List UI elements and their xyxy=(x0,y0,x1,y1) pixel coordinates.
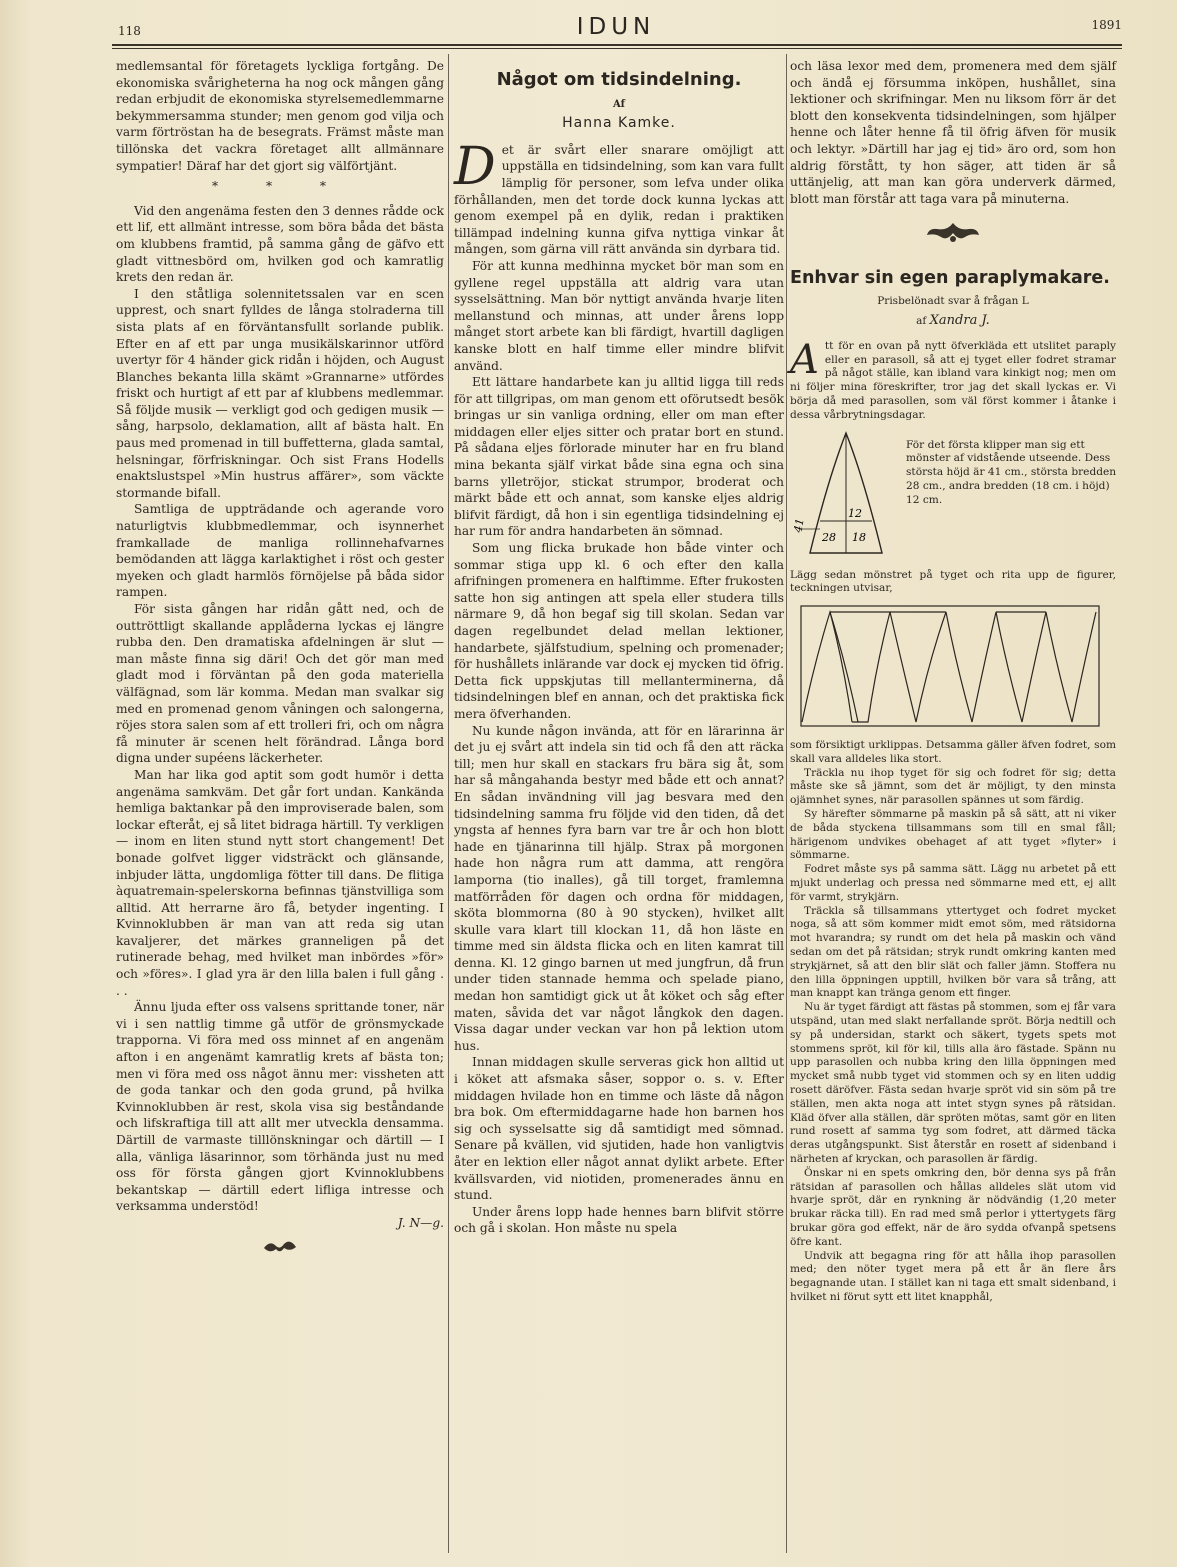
masthead-year: 1891 xyxy=(1091,18,1122,32)
header-rule-thin xyxy=(112,48,1122,49)
paragraph: Träckla så tillsammans yttertyget och fodret mycket noga, så att söm kommer midt emot söm, med rätsidorna mot hvarandra; sy rundt om det hela på maskin och vänd sedan om det på rätsidan; stryk rundt omkring kanten med strykjärnet, så att den blir slät och faller jämn. Stofferа nu den lilla öppningen upptill, hvilken bör vara så trång, att man knappt kan tränga genom ett finger. xyxy=(790,904,1116,1000)
drop-cap: D xyxy=(454,136,496,197)
masthead-title: IDUN xyxy=(576,14,656,40)
paragraph: Nu kunde någon invända, att för en lärarinna är det ju ej svårt att indela sin tid och få den att räcka till; men hur skall en stackars fru bära sig åt, som har så mångahanda bestyr med både ett och annat? En sådan invändning vill jag besvara med den tidsindelning samma fru följde vid den tiden, då det yngsta af hennes fyra barn var tre år och hon blott hade en tjänarinna till hjälp. Strax på morgonen hade hon några rum att damma, att rengöra lamporna (tio inalles), gå till torget, framlemna matförråden för dagen och ordna för middagen, sköta blommorna (80 à 90 stycken), hvilket allt skulle vara klart till klockan 11, då hon läste en timme med sin äldsta flicka och en liten kamrat till denna. Kl. 12 gingo barnen ut med jungfrun, då frun under tiden stannade hemma och spelade piano, medan hon samtidigt gick ut åt köket och såg efter maten, såvida det var något långkok den dagen. Vissa dagar under veckan var hon på lektion utom hus. xyxy=(454,723,784,1053)
header-rule xyxy=(112,44,1122,46)
paragraph: Träckla nu ihop tyget för sig och fodret för sig; detta måste ske så jämnt, som det är möjligt, ty den minsta ojämnhet synes, när parasollen spännes ut som färdig. xyxy=(790,766,1116,807)
fig-label: 18 xyxy=(852,530,866,544)
column-divider xyxy=(448,54,449,1553)
fig-label: 41 xyxy=(791,516,807,533)
column-2 xyxy=(454,58,784,1237)
paragraph: som försiktigt urklippas. Detsamma gäller äfven fodret, som skall vara alldeles lika stort. xyxy=(790,739,1116,765)
article-title: Något om tidsindelning. xyxy=(496,69,742,90)
column-3 xyxy=(790,58,1116,1305)
paragraph: medlemsantal för företagets lyckliga fortgång. De ekonomiska svårigheterna ha nog ock mången gång redan erbjudit de ekonomiska styrelsemedlemmarne bekymmersamma stunder; men genom god vilja och varm förtröstan ha de besegrats. Främst måste man tillönska det vackra företaget allt allmännare sympatier! Däraf har det gjort sig välförtjänt. xyxy=(116,59,444,173)
paragraph: Sy härefter sömmarne på maskin på så sätt, att ni viker de båda styckena tillsammans som till en smal fåll; härigenom undvikes obehaget af att tyget »flyter» i sömmarne. xyxy=(790,808,1116,862)
paragraph: Ett lättare handarbete kan ju alltid ligga till reds för att tillgripas, om man genom ett oförutsedt besök bringas ur sin vanliga ordning, eller om man efter middagen eller eljes sitter och pratar bort en stund. På sådana eljes förlorade minuter har en fru bland mina bekanta själf virkat både sina egna och sina barns ylletröjor, stickat strumpor, broderat och märkt både ett och annat, som kanske eljes aldrig blifvit färdigt, då hon i sin egentliga tidsindelning ej har rum för andra handarbeten än sömnad. xyxy=(454,375,784,539)
floral-ornament-icon xyxy=(790,219,1116,250)
fig-label: 28 xyxy=(822,530,836,544)
paragraph: Under årens lopp hade hennes barn blifvit större och gå i skolan. Hon måste nu spela xyxy=(454,1204,784,1236)
paragraph: Nu är tyget färdigt att fästas på stommen, som ej får vara utspänd, utan med slakt nerfallande spröt. Börja nedtill och sy på undersidan, starkt och säkert, tygets spets mot stommens spröt, kil för kil, tills alla äro fästade. Spänn nu upp parasollen och nubba kring den lilla öppningen med mycket små nubb tyget vid stommen och sy en liten uddig rosett däröfver. Fästa sedan hvarje spröt vid sin söm på tre ställen, men akta noga att intet stygn synes på rätsidan. Kläd öfver alla ställen, där spröten mötas, samt gör en liten rund rosett af samma tyg som fodret, att därmed täcka deras utgångspunkt. Sist återstår en rosett af sidenband i närheten af kryckan, och parasollen är färdig. xyxy=(790,1001,1116,1165)
article-author-line xyxy=(790,313,1116,330)
section-separator-stars: * * * xyxy=(211,179,349,194)
paragraph: Önskar ni en spets omkring den, bör denna sys på från rätsidan af parasollen och hållas alldeles slät utom vid hvarje spröt, där en rynkning är nödvändig (1,20 meter brukar räcka till). En rad med små perlor i yttertygets färg brukar göra god effekt, när de äro sydda ofvanpå spetsens öfre kant. xyxy=(790,1166,1116,1248)
figure-caption: För det första klipper man sig ett mönster af vidstående utseende. Dess största höjd är 41 cm., största bredden 28 cm., andra bredden (18 cm. i höjd) 12 cm. xyxy=(906,438,1117,506)
column-divider xyxy=(786,54,787,1553)
byline-prefix: af xyxy=(916,315,927,328)
paragraph: Samtliga de uppträdande och agerande voro naturligtvis klubbmedlemmar, och isynnerhet framkallade de manliga rollinnehafvarnes bemödanden att lägga karlaktighet i röst och gester myeken och gladt harmlös förnöjelse på båda sidor rampen. xyxy=(116,502,444,600)
article-subtitle: Prisbelönadt svar å frågan L xyxy=(877,294,1029,307)
paragraph: Fodret måste sys på samma sätt. Lägg nu arbetet på ett mjukt underlag och pressa ned sömmarne med ett, ej allt för varmt, strykjärn. xyxy=(790,863,1116,903)
article-title: Enhvar sin egen paraplymakare. xyxy=(790,267,1110,288)
paragraph: och läsa lexor med dem, promenera med dem själf och ändå ej försumma inköpen, hushållet, sina lektioner och skrifningar. Men nu liksom förr är det blott den konsekventa tidsindelningen, som hjälper henne och låter henne få til öfrig äfven för musik och lektyr. »Därtill har jag ej tid» äro ord, som hon aldrig förstått, ty hon säger, att tiden är så uttänjelig, att man kan göra underverk därmed, blott man förstår att taga vara på minuterna. xyxy=(790,59,1116,206)
article-author: Xandra J. xyxy=(929,313,990,329)
paragraph: Undvik att begagna ring för att hålla ihop parasollen med; den nöter tyget mera på ett år än flere års begagnande utan. I stället kan ni taga ett smalt sidenband, i hvilket ni förut sytt ett litet knapphål, xyxy=(790,1249,1116,1303)
parasol-pattern-figure xyxy=(791,429,896,559)
signature: J. N—g. xyxy=(397,1215,444,1230)
page-header xyxy=(110,14,1122,44)
fig-label: 12 xyxy=(848,506,862,520)
paragraph: Innan middagen skulle serveras gick hon alltid ut i köket att afsmaka såser, soppor o. s. v. Efter middagen hvilade hon en timme och läste då någon bra bok. Om eftermiddagarne hade hon barnen hos sig och sysselsatte sig då samtidigt med sömnad. Senare på kvällen, vid sjutiden, hade hon vanligtvis åter en lektion eller något annat dylikt arbete. Efter kvällsvarden, vid niotiden, promenerades ännu en stund. xyxy=(454,1055,784,1203)
paragraph: Ännu ljuda efter oss valsens sprittande toner, när vi i sen nattlig timme gå utför de grönsmyckade trapporna. Vi föra med oss minnet af en angenäm afton i en angenämt kamratlig krets af bästa ton; men vi föra med oss något ännu mer: vissheten att de goda tankar och den goda grund, på hvilka Kvinnoklubben är rest, skola visa sig beståndande och lifskraftiga till att allt mer utveckla densamma. Därtill de varmaste tilllönskningar och därtill — I alla, vänliga läsarinnor, som törhända just nu med oss för första gången gjort Kvinnoklubbens bekantskap — därtill edert lifliga intresse och verksamma understöd! xyxy=(116,1000,444,1214)
paragraph: Man har lika god aptit som godt humör i detta angenäma samkväm. Det går fort undan. Kankända hemliga baktankar på den improviserade balen, som lockar efteråt, ej så litet bidraga härtill. Ty verkligen — inom en liten stund nytt stort changement! Det bonade golfvet ligger vidsträckt och glänsande, inbjuder lätta, ungdomliga fötter till dans. De flitiga àquatremain-spelerskorna befinnas tjänstvilliga som alltid. Att herrarne äro få, betyder ingenting. I Kvinnoklubben är man van att reda sig utan kavaljerer, det märkes granneligen på det rutinerade behag, med hvilket man inbördes »för» och »föres». I glad yra är den lilla balen i full gång . . . xyxy=(116,767,444,998)
paragraph: I den ståtliga solennitetssalen var en scen upprest, och snart fylldes de långa stolraderna till sista plats af en förväntansfullt sorlande publik. Efter en af ett par unga musikälskarinnor utförd uvertyr för 4 händer gick ridån i höjden, och August Blanches bekanta lilla skämt »Grannarne» utfördes friskt och hurtigt af ett par af klubbens medlemmar. Så följde musik — verkligt god och gedigen musik — sång, harpsolo, deklamation, allt af bästa halt. En paus med promenad in till buffetterna, glada samtal, helsningar, förfriskningar. Och sist Frans Hodells enaktslustspel »Min hustrus affärer», som väckte stormande bifall. xyxy=(116,286,444,500)
paragraph: tt för en ovan på nytt öfverkläda ett utslitet paraply eller en parasoll, så att ej tyget eller fodret stramar på något ställe, kan ibland vara kinkigt nog; men om ni följer mina föreskrifter, tror jag det skall lyckas er. Vi börja då med parasollen, som väl först kommer i åtanke i dessa vårbrytningsdagar. xyxy=(790,339,1116,421)
page-number: 118 xyxy=(118,24,141,38)
fleuron-ornament-icon xyxy=(116,1238,444,1258)
article-author: Hanna Kamke. xyxy=(562,115,676,132)
paragraph: Vid den angenäma festen den 3 dennes rådde ock ett lif, ett allmänt intresse, som böra båda det bästa om klubbens framtid, på samma gång de gäfvo ett gladt vittnesbörd om, hvilken god och kamratlig krets den redan är. xyxy=(116,203,444,285)
cutting-layout-figure xyxy=(800,604,1100,729)
byline-prefix: Af xyxy=(613,98,625,110)
paragraph: Som ung flicka brukade hon både vinter och sommar stiga upp kl. 6 och efter den kalla afrifningen promenera en halftimme. Efter frukosten satte hon sig antingen att spela eller studera tills närmare 9, då hon begaf sig till skolan. Sedan var dagen regelbundet delad mellan lektioner, handarbete, själfstudium, spelning och promenader; för hushållets inlärande var dock ej mycken tid öfrig. Detta fick uppskjutas till mellanterminerna, då tidsindelningen blef en annan, och det praktiska fick mera öfverhanden. xyxy=(454,541,784,721)
paragraph: För att kunna medhinna mycket bör man som en gyllene regel uppställa att aldrig vara utan sysselsättning. Man bör nyttigt använda hvarje liten mellanstund och minnas, att under årens lopp månget stort arbete kan bli färdigt, hvartill dagligen kanske blott en half timme eller mindre blifvit använd. xyxy=(454,258,784,373)
paragraph: et är svårt eller snarare omöjligt att uppställa en tidsindelning, som kan vara fullt lämplig för personer, som lefva under olika förhållanden, men det torde dock kunna lyckas att genom exempel på en dylik, redan i praktiken tillämpad indelning kunna gifva nyttiga vinkar åt mången, som gärna vill rätt använda sin dyrbara tid. xyxy=(454,142,784,257)
paragraph: För sista gången har ridån gått ned, och de outtröttligt skallande applåderna lyckas ej längre rubba den. Den dramatiska afdelningen är slut — man måste finna sig däri! Och det gör man med gladt mod i förväntan på den goda materiella välfägnad, som lär komma. Medan man svalkar sig med en promenad genom våningen och salongerna, röjes stora salen som af ett trolleri fri, och om några få minuter är scenen helt förändrad. Långa bord digna under supéens läckerheter. xyxy=(116,602,444,766)
column-1 xyxy=(116,58,444,1257)
paragraph: Lägg sedan mönstret på tyget och rita upp de figurer, teckningen utvisar, xyxy=(790,568,1116,595)
drop-cap: A xyxy=(790,336,819,383)
